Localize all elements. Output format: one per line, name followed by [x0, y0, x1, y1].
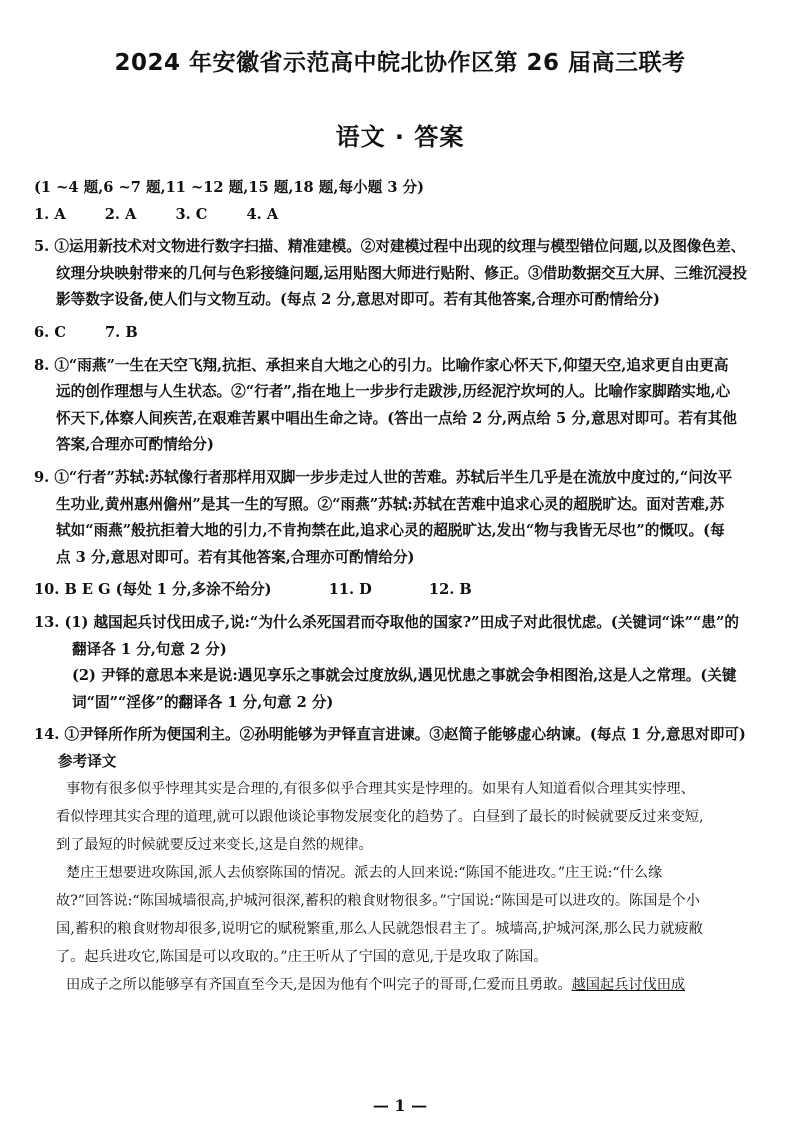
answer-9-line: 生功业,黄州惠州儋州”是其一生的写照。②“雨燕”苏轼:苏轼在苦难中追求心灵的超脱旷达。面对苦难,苏: [56, 495, 725, 513]
answer-13-1-line: 13. (1) 越国起兵讨伐田成子,说:“为什么杀死国君而夺取他的国家?”田成子对此很忧虑。(关键词“诛”“患”的: [34, 613, 739, 631]
underlined-phrase: 越国起兵讨伐田成: [571, 977, 686, 994]
answer-3: 3. C: [175, 205, 208, 223]
answer-14: 14. ①尹铎所作所为便国利主。②孙明能够为尹铎直言进谏。③赵简子能够虚心纳谏。(每点 1 分,意思对即可): [34, 726, 746, 744]
answer-1: 1. A: [34, 205, 66, 223]
answer-11: 11. D: [328, 581, 372, 599]
translation-para2-line: 故?”回答说:“陈国城墙很高,护城河很深,蓄积的粮食财物很多。”宁国说:“陈国是可以进攻的。陈国是个小: [56, 893, 700, 910]
answer-10: 10. B E G (每处 1 分,多涂不给分): [34, 581, 272, 599]
answer-5-line: 5. ①运用新技术对文物进行数字扫描、精准建模。②对建模过程中出现的纹理与模型错位问题,以及图像色差、: [34, 238, 746, 256]
answer-5-line: 影等数字设备,使人们与文物互动。(每点 2 分,意思对即可。若有其他答案,合理亦可酌情给分): [56, 291, 660, 309]
answer-body: [34, 175, 766, 999]
translation-para1-line: 到了最短的时候就要反过来变长,这是自然的规律。: [56, 837, 373, 854]
reference-heading: 参考译文: [58, 752, 117, 770]
answers-10-12: [34, 577, 766, 604]
translation-para2-line: 了。起兵进攻它,陈国是可以攻取的。”庄王听从了宁国的意见,于是攻取了陈国。: [56, 949, 548, 966]
translation-para3-text: 田成子之所以能够享有齐国直至今天,是因为他有个叫完子的哥哥,仁爱而且勇敢。: [66, 977, 572, 994]
score-note: (1 ~4 题,6 ~7 题,11 ~12 题,15 题,18 题,每小题 3 分): [34, 179, 425, 196]
answer-9-line: 点 3 分,意思对即可。若有其他答案,合理亦可酌情给分): [56, 548, 415, 566]
answer-9-line: 9. ①“行者”苏轼:苏轼像行者那样用双脚一步步走过人世的苦难。苏轼后半生几乎是在流放中度过的,“问汝平: [34, 468, 733, 486]
translation-para2-line: 楚庄王想要进攻陈国,派人去侦察陈国的情况。派去的人回来说:“陈国不能进攻。”庄王说:“什么缘: [66, 865, 663, 882]
answers-1-4: [34, 202, 766, 229]
answer-9-line: 轼如“雨燕”般抗拒着大地的引力,不肯拘禁在此,追求心灵的超脱旷达,发出“物与我皆无尽也”的慨叹。(每: [56, 522, 725, 540]
answer-7: 7. B: [105, 323, 138, 341]
answer-13-2-line: (2) 尹铎的意思本来是说:遇见享乐之事就会过度放纵,遇见忧患之事就会争相图治,这是人之常理。(关键: [72, 667, 737, 685]
answer-13-1-line: 翻译各 1 分,句意 2 分): [72, 640, 227, 658]
translation-para1-line: 事物有很多似乎悖理其实是合理的,有很多似乎合理其实是悖理的。如果有人知道看似合理其实悖理、: [66, 781, 695, 798]
translation-para2-line: 国,蓄积的粮食财物却很多,说明它的赋税繁重,那么人民就怨恨君主了。城墙高,护城河深,那么民力就疲敝: [56, 921, 703, 938]
answer-13-2-line: 词“固”“淫侈”的翻译各 1 分,句意 2 分): [72, 693, 334, 711]
answers-6-7: [34, 320, 766, 347]
answer-5-line: 纹理分块映射带来的几何与色彩接缝问题,运用贴图大师进行贴附、修正。③借助数据交互大屏、三维沉浸投: [56, 264, 747, 282]
answer-8-line: 答案,合理亦可酌情给分): [56, 436, 214, 454]
answer-8-line: 怀天下,体察人间疾苦,在艰难苦累中唱出生命之诗。(答出一点给 2 分,两点给 5 分,意思对即可。若有其他: [56, 409, 737, 427]
answer-6: 6. C: [34, 323, 66, 341]
answer-8-line: 远的创作理想与人生状态。②“行者”,指在地上一步步行走跋涉,历经泥泞坎坷的人。比喻作家脚踏实地,心: [56, 383, 731, 401]
page-number: — 1 —: [372, 1096, 428, 1115]
answer-title: 语文 · 答案: [335, 123, 465, 151]
exam-title: 2024 年安徽省示范高中皖北协作区第 26 届高三联考: [114, 50, 686, 76]
answer-2: 2. A: [104, 205, 137, 223]
translation-para3-line: [34, 971, 766, 999]
answer-4: 4. A: [246, 205, 279, 223]
answer-12: 12. B: [428, 581, 472, 599]
translation-para1-line: 看似悖理其实合理的道理,就可以跟他谈论事物发展变化的趋势了。白昼到了最长的时候就要反过来变短,: [56, 809, 704, 826]
answer-8-line: 8. ①“雨燕”一生在天空飞翔,抗拒、承担来自大地之心的引力。比喻作家心怀天下,仰望天空,追求更自由更高: [34, 356, 729, 374]
